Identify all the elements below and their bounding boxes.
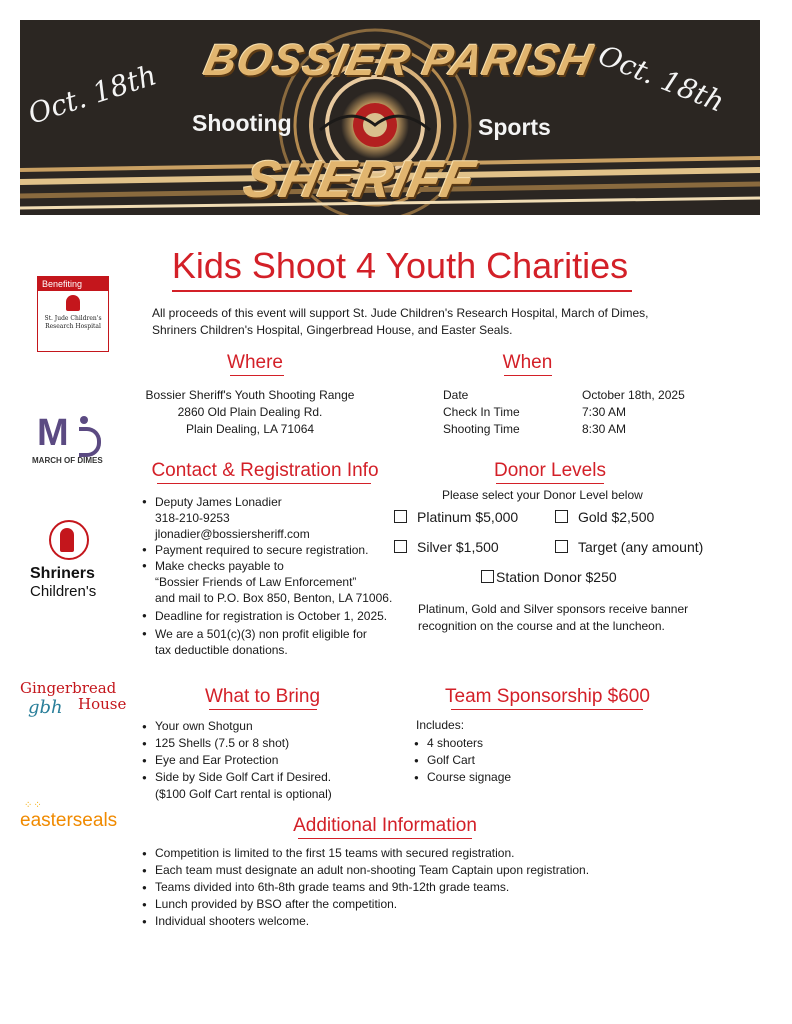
banner-shooting: Shooting (192, 110, 292, 136)
bring-item: ● Eye and Ear Protection (142, 752, 382, 769)
st-jude-logo (37, 276, 109, 352)
where-address (120, 387, 380, 438)
donor-subheading: Please select your Donor Level below (442, 488, 643, 502)
banner-sheriff: SHERIFF (238, 151, 481, 209)
when-label: Date (443, 388, 469, 402)
bring-list (142, 718, 382, 803)
contact-mail: and mail to P.O. Box 850, Benton, LA 71006. (155, 591, 393, 605)
contact-underline (157, 483, 371, 484)
additional-heading: Additional Information (293, 815, 477, 836)
team-list (414, 735, 614, 786)
march-of-dimes-dot-icon (80, 416, 88, 424)
where-line: Bossier Sheriff's Youth Shooting Range (145, 388, 355, 402)
team-item: ● 4 shooters (414, 735, 614, 752)
st-jude-name: St. Jude Children's Research Hospital (44, 315, 102, 330)
march-of-dimes-arc-icon (79, 427, 101, 457)
when-row (443, 421, 693, 438)
donor-option-platinum[interactable]: Platinum $5,000 (394, 509, 518, 525)
where-underline (230, 375, 284, 376)
team-underline (451, 709, 643, 710)
when-row (443, 404, 693, 421)
shriners-logo (30, 520, 125, 615)
bring-item: ● 125 Shells (7.5 or 8 shot) (142, 735, 382, 752)
additional-item: ● Competition is limited to the first 15 teams with secured registration. (142, 845, 622, 862)
checkbox[interactable] (481, 570, 494, 583)
st-jude-benefiting: Benefiting (38, 277, 108, 291)
bring-note: ($100 Golf Cart rental is optional) (155, 787, 332, 801)
date-right: Oct. 18th (593, 38, 729, 119)
gingerbread-house-word: House (78, 695, 127, 713)
intro-paragraph: All proceeds of this event will support St. Jude Children's Research Hospital, March of Dimes, Shriners Children's Hospital, Gingerbread House, and Easter Seals. (152, 306, 649, 337)
additional-item: ● Teams divided into 6th-8th grade teams and 9th-12th grade teams. (142, 879, 622, 896)
easterseals-logo (20, 800, 150, 840)
event-banner (20, 20, 760, 215)
where-line: Plain Dealing, LA 71064 (185, 422, 315, 436)
march-of-dimes-logo (30, 412, 110, 468)
additional-underline (298, 838, 472, 839)
contact-email: jlonadier@bossiersheriff.com (155, 527, 310, 541)
checkbox[interactable] (555, 540, 568, 553)
contact-item: ● Deputy James Lonadier (142, 494, 407, 510)
gingerbread-house-logo (20, 675, 135, 745)
where-heading: Where (227, 352, 283, 373)
title-underline (172, 290, 632, 292)
bring-item: ● Your own Shotgun (142, 718, 382, 735)
when-table (443, 387, 693, 438)
donor-underline (496, 483, 604, 484)
gingerbread-name: Gingerbread (20, 679, 117, 697)
shriners-name: Shriners (30, 565, 95, 582)
when-underline (504, 375, 552, 376)
contact-payee: “Bossier Friends of Law Enforcement” (155, 575, 357, 589)
when-value: October 18th, 2025 (582, 388, 685, 402)
additional-item: ● Lunch provided by BSO after the competition. (142, 896, 622, 913)
contact-list (142, 494, 407, 658)
st-jude-figure-icon (66, 295, 80, 311)
when-label: Shooting Time (443, 422, 520, 436)
bring-item: ● Side by Side Golf Cart if Desired. (142, 769, 382, 786)
donor-option-target[interactable]: Target (any amount) (555, 539, 703, 555)
team-includes: Includes: (416, 718, 465, 732)
banner-bossier-parish: BOSSIER PARISH (199, 36, 598, 85)
contact-tax: tax deductible donations. (155, 643, 288, 657)
checkbox[interactable] (394, 510, 407, 523)
gingerbread-mark: gbh (28, 697, 63, 718)
team-heading: Team Sponsorship $600 (445, 686, 650, 707)
contact-item: ● Payment required to secure registration. (142, 542, 407, 558)
donor-heading: Donor Levels (494, 460, 606, 481)
shriners-children: Children's (30, 583, 97, 600)
date-left: Oct. 18th (24, 58, 161, 131)
donor-note: Platinum, Gold and Silver sponsors receive banner recognition on the course and at the luncheon. (418, 602, 689, 633)
team-item: ● Golf Cart (414, 752, 614, 769)
easterseals-sunburst-icon: ⁘⁘ (24, 800, 43, 811)
checkbox[interactable] (555, 510, 568, 523)
bring-underline (209, 709, 317, 710)
march-of-dimes-mark: M (37, 412, 67, 454)
donor-option-gold[interactable]: Gold $2,500 (555, 509, 654, 525)
contact-item: ● We are a 501(c)(3) non profit eligible for (142, 626, 407, 642)
shriners-figure-icon (60, 528, 74, 552)
bring-heading: What to Bring (204, 686, 321, 707)
donor-option-silver[interactable]: Silver $1,500 (394, 539, 499, 555)
additional-item: ● Individual shooters welcome. (142, 913, 622, 930)
additional-list (142, 845, 622, 930)
additional-item: ● Each team must designate an adult non-shooting Team Captain upon registration. (142, 862, 622, 879)
contact-heading: Contact & Registration Info (151, 460, 379, 481)
march-of-dimes-name: MARCH OF DIMES (32, 456, 103, 465)
banner-sports: Sports (478, 114, 551, 140)
when-label: Check In Time (443, 405, 520, 419)
easterseals-name: easterseals (20, 810, 118, 831)
when-value: 7:30 AM (582, 405, 627, 419)
checkbox[interactable] (394, 540, 407, 553)
page-title: Kids Shoot 4 Youth Charities (171, 245, 629, 286)
contact-item: ● Deadline for registration is October 1, 2025. (142, 608, 407, 624)
team-item: ● Course signage (414, 769, 614, 786)
when-heading: When (502, 352, 553, 373)
where-line: 2860 Old Plain Dealing Rd. (177, 405, 323, 419)
when-value: 8:30 AM (582, 422, 627, 436)
contact-phone: 318-210-9253 (155, 511, 230, 525)
donor-option-station[interactable]: Station Donor $250 (481, 569, 617, 585)
contact-item: ● Make checks payable to (142, 558, 407, 574)
when-row (443, 387, 693, 404)
